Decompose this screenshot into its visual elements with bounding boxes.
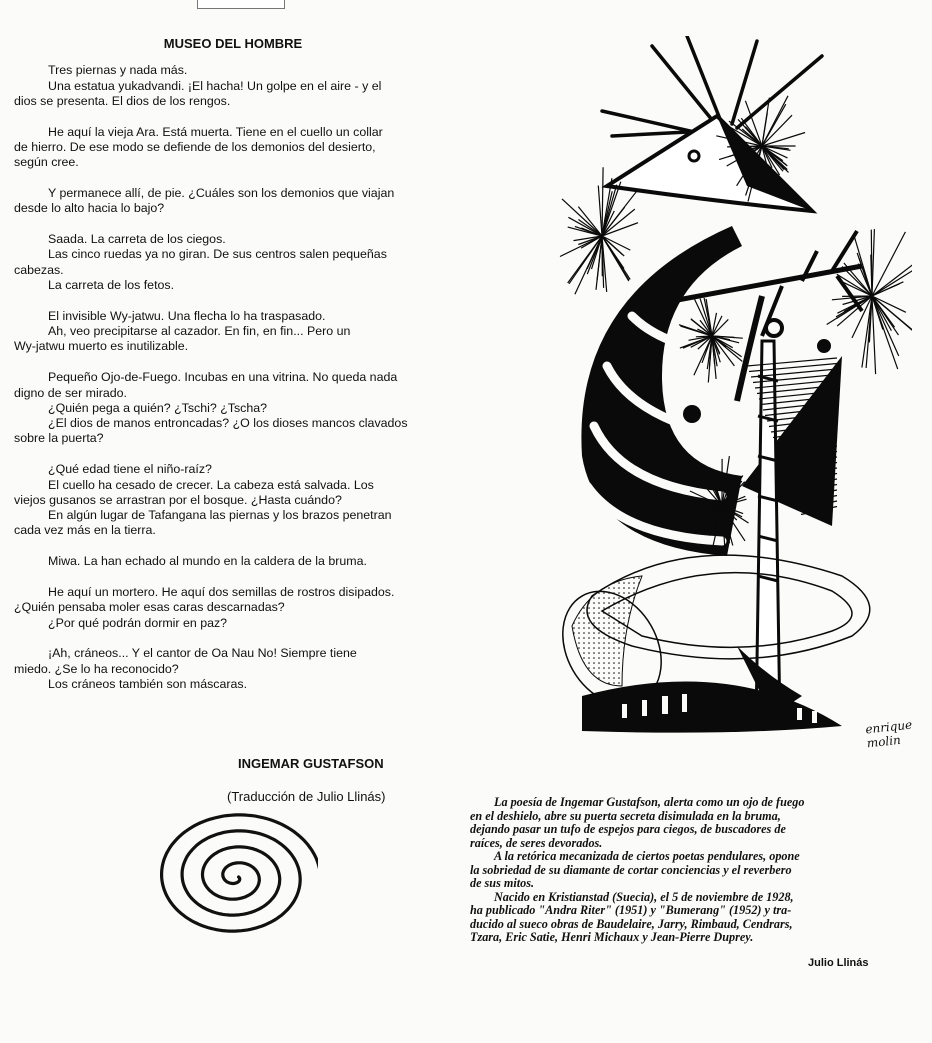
poem-stanza (14, 585, 464, 631)
poem-line: Tres piernas y nada más. (48, 63, 188, 78)
note-line: raíces, de seres devorados. (470, 836, 603, 850)
poem-line: ¿Por qué podrán dormir en paz? (48, 615, 228, 630)
poem-stanza (14, 554, 464, 569)
note-line: Tzara, Eric Satie, Henri Michaux y Jean-Pierre Duprey. (470, 931, 754, 944)
poem-line: viejos gusanos se arrastran por el bosque. ¿Hasta cuándo? (14, 492, 342, 507)
poem-stanza (14, 63, 464, 109)
poem-line: de hierro. De ese modo se defiende de los demonios del desierto, (14, 139, 376, 154)
poem-stanza (14, 186, 464, 217)
poem-line: Y permanece allí, de pie. ¿Cuáles son los demonios que viajan (48, 186, 395, 201)
poem-line: He aquí la vieja Ara. Está muerta. Tiene en el cuello un collar (48, 124, 383, 139)
poem-line: ¿Qué edad tiene el niño-raíz? (48, 462, 212, 477)
poem-line: desde lo alto hacia lo bajo? (14, 201, 165, 216)
poem-stanza (14, 646, 464, 692)
poem-line: He aquí un mortero. He aquí dos semillas de rostros disipados. (48, 585, 395, 600)
note-line: de sus mitos. (470, 877, 534, 890)
abstract-figure-illustration (512, 36, 912, 746)
note-line: ha publicado "Andra Riter" (1951) y "Bumerang" (1952) y tra- (470, 904, 792, 917)
signature-line-second: molin (866, 732, 902, 751)
poem-line: La carreta de los fetos. (48, 278, 175, 293)
poem-stanza (14, 462, 464, 538)
note-line: ducido al sueco obras de Baudelaire, Jarry, Rimbaud, Cendrars, (470, 917, 793, 931)
poem-line: Una estatua yukadvandi. ¡El hacha! Un golpe en el aire - y el (48, 78, 382, 93)
poem-line: ¿Quién pega a quién? ¿Tschi? ¿Tscha? (48, 400, 268, 415)
poem-line: dios se presenta. El dios de los rengos. (14, 93, 231, 108)
note-line: A la retórica mecanizada de ciertos poetas pendulares, opone (494, 850, 800, 863)
poem-line: Ah, veo precipitarse al cazador. En fin, en fin... Pero un (48, 324, 351, 339)
poem-line: Pequeño Ojo-de-Fuego. Incubas en una vitrina. No queda nada (48, 370, 398, 385)
poem-line: En algún lugar de Tafangana las piernas y los brazos penetran (48, 508, 392, 523)
poem-line: Saada. La carreta de los ciegos. (48, 232, 226, 247)
artist-signature (865, 718, 915, 751)
poem-author: INGEMAR GUSTAFSON (238, 756, 384, 771)
poem-line: Wy-jatwu muerto es inutilizable. (14, 339, 189, 354)
poem-column (14, 36, 464, 708)
note-line: dejando pasar un tufo de espejos para ciegos, de buscadores de (470, 823, 786, 836)
poem-line: El invisible Wy-jatwu. Una flecha lo ha traspasado. (48, 308, 326, 323)
poem-line: cada vez más en la tierra. (14, 523, 156, 538)
poem-line: ¡Ah, cráneos... Y el cantor de Oa Nau No! Siempre tiene (48, 646, 357, 661)
poem-stanza (14, 125, 464, 171)
note-line: la sobriedad de su diamante de cortar conciencias y el reverbero (470, 863, 792, 877)
poem-stanza (14, 232, 464, 293)
poem-line: digno de ser mirado. (14, 385, 127, 400)
poem-line: ¿El dios de manos entroncadas? ¿O los dioses mancos clavados (48, 416, 408, 431)
poem-line: miedo. ¿Se lo ha reconocido? (14, 661, 179, 676)
note-line: en el deshielo, abre su puerta secreta disimulada en la bruma, (470, 809, 781, 823)
signature-line-first: enrique (864, 717, 913, 737)
poem-line: Los cráneos también son máscaras. (48, 677, 248, 691)
poem-line: sobre la puerta? (14, 431, 104, 446)
note-signature: Julio Llinás (808, 957, 869, 969)
poem-line: ¿Quién pensaba moler esas caras descarnadas? (14, 600, 285, 615)
poem-line: cabezas. (14, 262, 64, 277)
poem-stanza (14, 309, 464, 355)
poem-line: El cuello ha cesado de crecer. La cabeza está salvada. Los (48, 477, 374, 492)
poem-line: según cree. (14, 155, 79, 170)
note-line: Nacido en Kristianstad (Suecia), el 5 de noviembre de 1928, (494, 890, 794, 904)
poem-line: Las cinco ruedas ya no giran. De sus centros salen pequeñas (48, 247, 387, 262)
poem-line: Miwa. La han echado al mundo en la caldera de la bruma. (48, 554, 367, 569)
editorial-note (470, 796, 912, 945)
note-line: La poesía de Ingemar Gustafson, alerta como un ojo de fuego (494, 796, 805, 809)
spiral-drawing (158, 813, 318, 933)
page-tab-marker (197, 0, 285, 9)
poem-title: MUSEO DEL HOMBRE (163, 36, 303, 51)
poem-stanza (14, 370, 464, 446)
translation-credit: (Traducción de Julio Llinás) (227, 789, 386, 804)
poem-stanzas (14, 63, 464, 692)
